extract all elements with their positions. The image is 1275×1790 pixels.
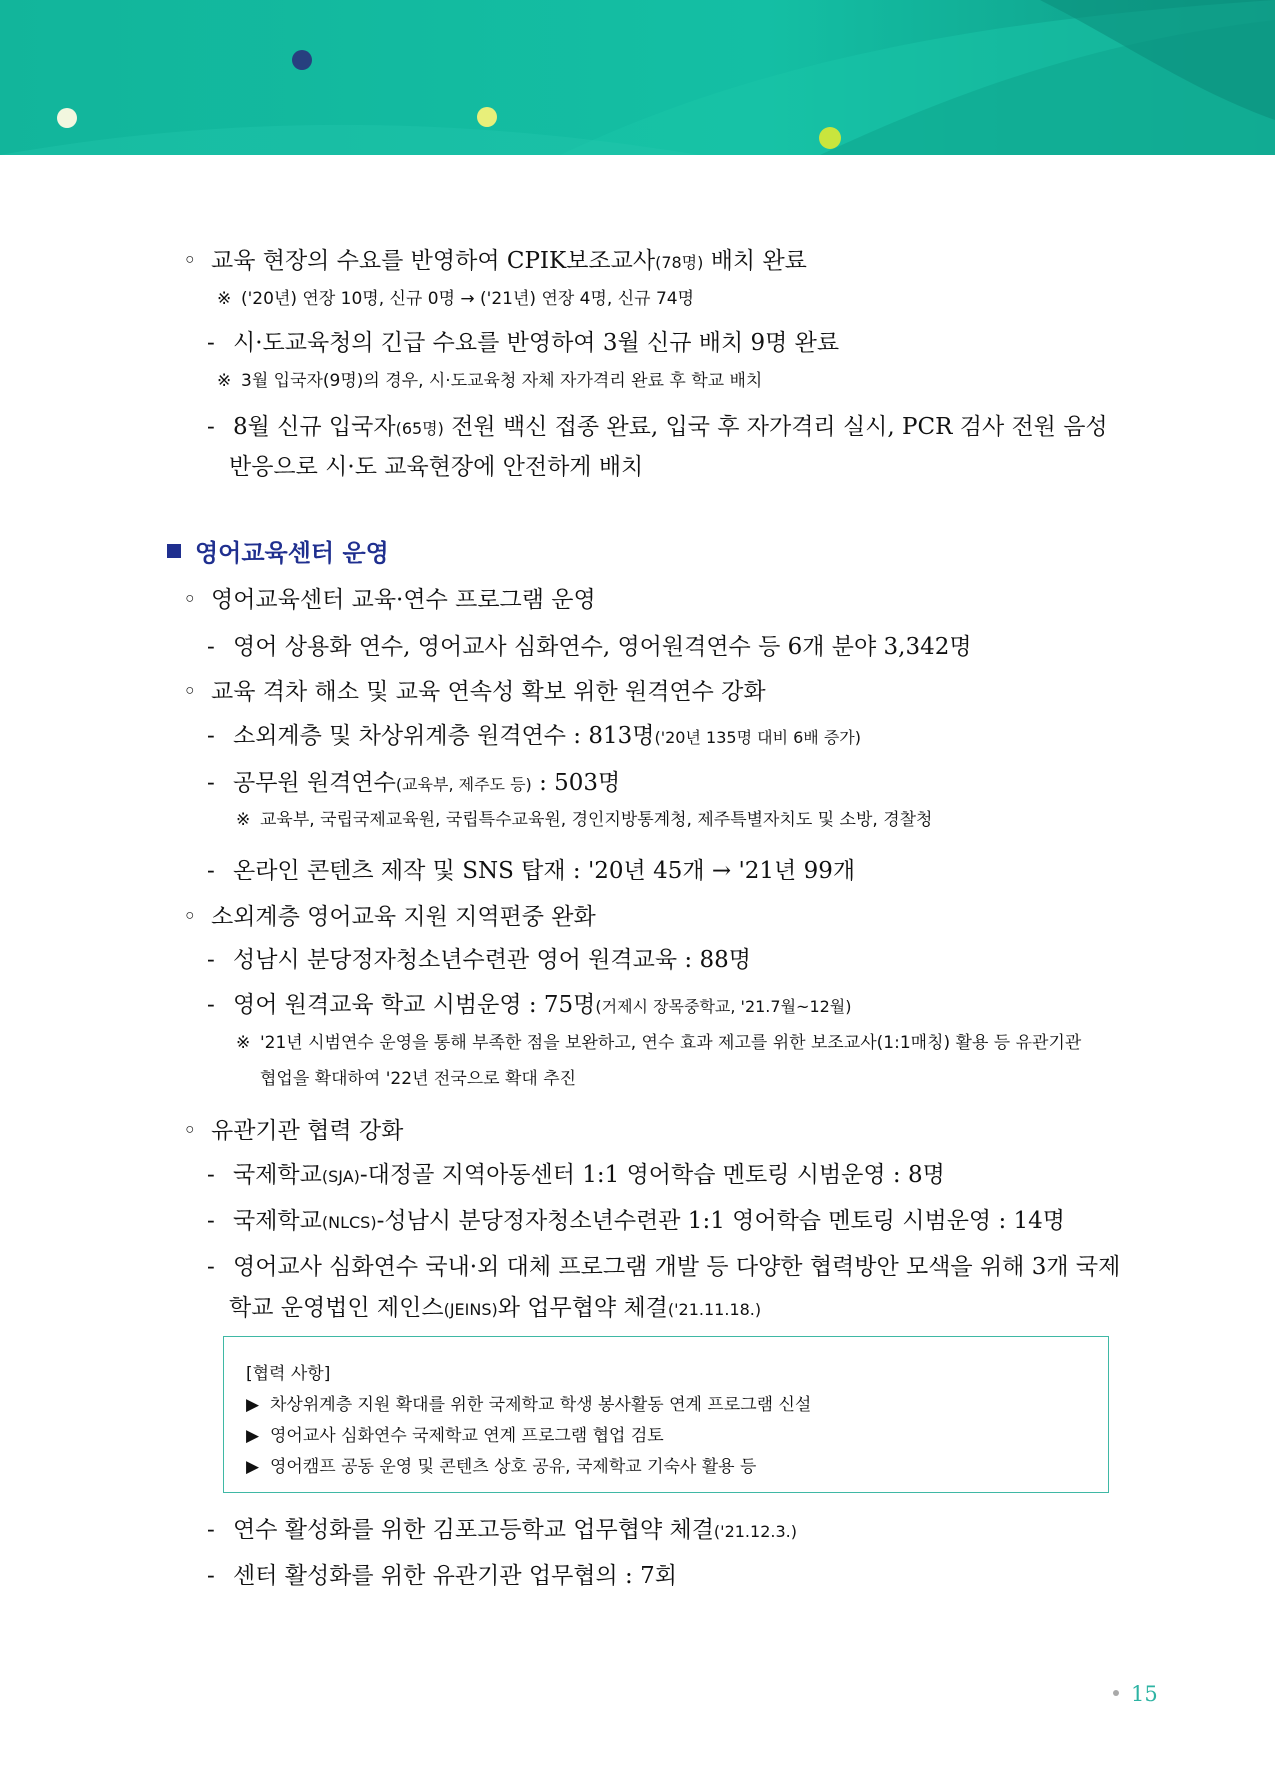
bullet-partner-cooperation: ◦ 유관기관 협력 강화: [183, 1118, 404, 1144]
dash-online-content: - 온라인 콘텐츠 제작 및 SNS 탑재 : '20년 45개 → '21년 99개: [207, 858, 856, 884]
decor-dot-yellow: [477, 107, 497, 127]
dash-seongnam-remote: - 성남시 분당정자청소년수련관 영어 원격교육 : 88명: [207, 947, 751, 973]
dash-gimpo-agreement: - 연수 활성화를 위한 김포고등학교 업무협약 체결('21.12.3.): [207, 1517, 797, 1543]
decor-dot-white: [57, 108, 77, 128]
dash-jeins-agreement: - 영어교사 심화연수 국내·외 대체 프로그램 개발 등 다양한 협력방안 모색을 위해 3개 국제: [207, 1254, 1121, 1280]
note-placement-stats: ※ ('20년) 연장 10명, 신규 0명 → ('21년) 연장 4명, 신규 74명: [217, 289, 695, 309]
triangle-right-icon: ▶: [246, 1457, 260, 1477]
bullet-center-programs: ◦ 영어교육센터 교육·연수 프로그램 운영: [183, 587, 596, 613]
dash-nlcs-mentoring: - 국제학교(NLCS)-성남시 분당정자청소년수련관 1:1 영어학습 멘토링 시범운영 : 14명: [207, 1208, 1066, 1234]
box-item: ▶ 영어교사 심화연수 국제학교 연계 프로그램 협업 검토: [246, 1426, 664, 1446]
triangle-right-icon: ▶: [246, 1426, 260, 1446]
decor-dot-lime: [819, 127, 841, 149]
dash-school-pilot: - 영어 원격교육 학교 시범운영 : 75명(거제시 장목중학교, '21.7월~12월): [207, 992, 852, 1018]
box-item: ▶ 영어캠프 공동 운영 및 콘텐츠 상호 공유, 국제학교 기숙사 활용 등: [246, 1457, 757, 1477]
dash-underprivileged: - 소외계층 및 차상위계층 원격연수 : 813명('20년 135명 대비 6배 증가): [207, 723, 861, 749]
dash-six-areas: - 영어 상용화 연수, 영어교사 심화연수, 영어원격연수 등 6개 분야 3,342명: [207, 634, 972, 660]
bullet-regional-bias: ◦ 소외계층 영어교육 지원 지역편중 완화: [183, 904, 596, 930]
dash-august-arrivals: - 8월 신규 입국자(65명) 전원 백신 접종 완료, 입국 후 자가격리 실시, PCR 검사 전원 음성: [207, 414, 1108, 440]
decor-dot-navy: [292, 50, 312, 70]
note-march-arrivals: ※ 3월 입국자(9명)의 경우, 시·도교육청 자체 자가격리 완료 후 학교 배치: [217, 371, 763, 391]
dash-urgent-demand: - 시·도교육청의 긴급 수요를 반영하여 3월 신규 배치 9명 완료: [207, 330, 840, 356]
bullet-dot-icon: [1113, 1690, 1119, 1696]
cooperation-box: [223, 1336, 1109, 1493]
bullet-remote-training: ◦ 교육 격차 해소 및 교육 연속성 확보 위한 원격연수 강화: [183, 679, 766, 705]
triangle-right-icon: ▶: [246, 1395, 260, 1415]
page-number: 15: [1113, 1682, 1158, 1706]
dash-public-officials: - 공무원 원격연수(교육부, 제주도 등) : 503명: [207, 770, 621, 796]
note-pilot-expansion: ※ '21년 시범연수 운영을 통해 부족한 점을 보완하고, 연수 효과 제고를 위한 보조교사(1:1매칭) 활용 등 유관기관: [236, 1033, 1082, 1053]
banner-graphic: [0, 0, 1275, 155]
dash-jeins-agreement-cont: 학교 운영법인 제인스(JEINS)와 업무협약 체결('21.11.18.): [229, 1295, 762, 1321]
header-banner: [0, 0, 1275, 155]
dash-august-arrivals-cont: 반응으로 시·도 교육현장에 안전하게 배치: [229, 454, 644, 480]
box-item: ▶ 차상위계층 지원 확대를 위한 국제학교 학생 봉사활동 연계 프로그램 신설: [246, 1395, 812, 1415]
section-heading: 영어교육센터 운영: [167, 533, 389, 568]
heading-square-icon: [167, 544, 181, 558]
note-pilot-expansion-cont: 협업을 확대하여 '22년 전국으로 확대 추진: [260, 1069, 577, 1089]
note-institutions: ※ 교육부, 국립국제교육원, 국립특수교육원, 경인지방통계청, 제주특별자치도 및 소방, 경찰청: [236, 810, 933, 830]
box-title: [협력 사항]: [246, 1364, 331, 1384]
bullet-cpik-placement: ◦ 교육 현장의 수요를 반영하여 CPIK보조교사(78명) 배치 완료: [183, 248, 807, 274]
dash-sja-mentoring: - 국제학교(SJA)-대정골 지역아동센터 1:1 영어학습 멘토링 시범운영 : 8명: [207, 1162, 945, 1188]
dash-partner-meetings: - 센터 활성화를 위한 유관기관 업무협의 : 7회: [207, 1563, 677, 1589]
